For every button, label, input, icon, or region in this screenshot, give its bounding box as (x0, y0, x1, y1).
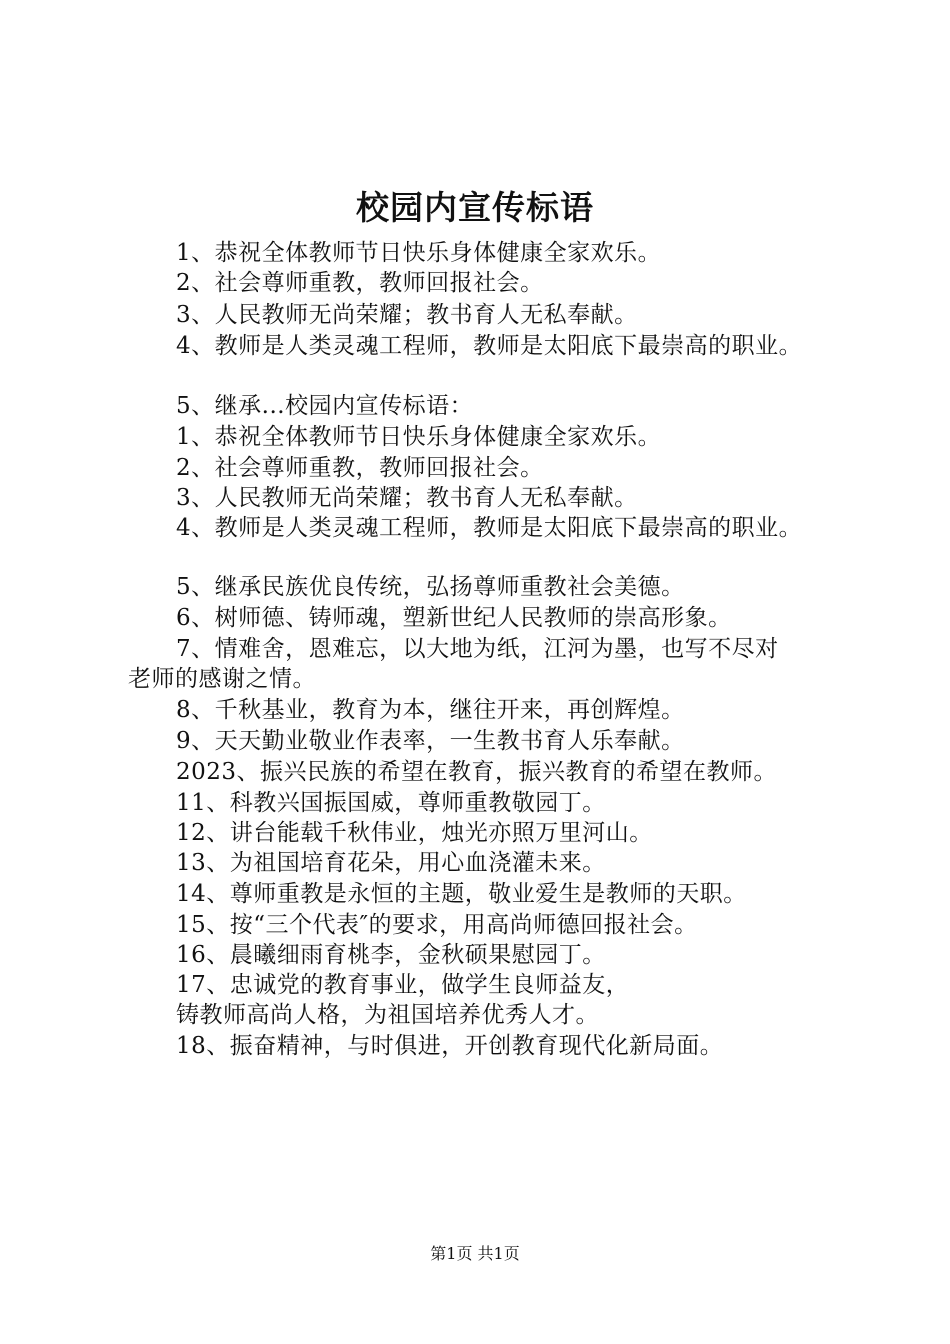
text-line: 11、科教兴国振国威，尊师重教敬园丁。 (176, 790, 606, 816)
text-line: 2023、振兴民族的希望在教育，振兴教育的希望在教师。 (176, 759, 778, 785)
text-line: 老师的感谢之情。 (128, 666, 316, 692)
text-line: 18、振奋精神，与时俱进，开创教育现代化新局面。 (176, 1033, 724, 1059)
text-line: 铸教师高尚人格，为祖国培养优秀人才。 (176, 1002, 599, 1028)
text-line: 5、继承民族优良传统，弘扬尊师重教社会美德。 (176, 574, 685, 600)
text-line: 2、社会尊师重教，教师回报社会。 (176, 270, 544, 296)
text-line: 2、社会尊师重教，教师回报社会。 (176, 455, 544, 481)
text-line: 7、情难舍，恩难忘，以大地为纸，江河为墨，也写不尽对 (176, 636, 779, 662)
page-title: 校园内宣传标语 (356, 188, 594, 227)
text-line: 14、尊师重教是永恒的主题，敬业爱生是教师的天职。 (176, 881, 747, 907)
text-line: 17、忠诚党的教育事业，做学生良师益友， (176, 972, 630, 998)
page-footer: 第1页 共1页 (430, 1244, 520, 1263)
text-line: 1、恭祝全体教师节日快乐身体健康全家欢乐。 (176, 240, 662, 266)
text-line: 13、为祖国培育花朵，用心血浇灌未来。 (176, 850, 606, 876)
text-line: 8、千秋基业，教育为本，继往开来，再创辉煌。 (176, 697, 685, 723)
text-line: 3、人民教师无尚荣耀；教书育人无私奉献。 (176, 485, 638, 511)
text-line: 3、人民教师无尚荣耀；教书育人无私奉献。 (176, 302, 638, 328)
text-line: 5、继承...校园内宣传标语： (176, 393, 474, 419)
text-line: 9、天天勤业敬业作表率，一生教书育人乐奉献。 (176, 728, 685, 754)
text-line: 1、恭祝全体教师节日快乐身体健康全家欢乐。 (176, 424, 662, 450)
text-line: 6、树师德、铸师魂，塑新世纪人民教师的崇高形象。 (176, 605, 732, 631)
text-line: 12、讲台能载千秋伟业，烛光亦照万里河山。 (176, 820, 653, 846)
text-line: 4、教师是人类灵魂工程师，教师是太阳底下最崇高的职业。 (176, 515, 803, 541)
text-line: 4、教师是人类灵魂工程师，教师是太阳底下最崇高的职业。 (176, 333, 803, 359)
text-line: 16、晨曦细雨育桃李，金秋硕果慰园丁。 (176, 942, 606, 968)
text-line: 15、按“三个代表″的要求，用高尚师德回报社会。 (176, 912, 698, 938)
